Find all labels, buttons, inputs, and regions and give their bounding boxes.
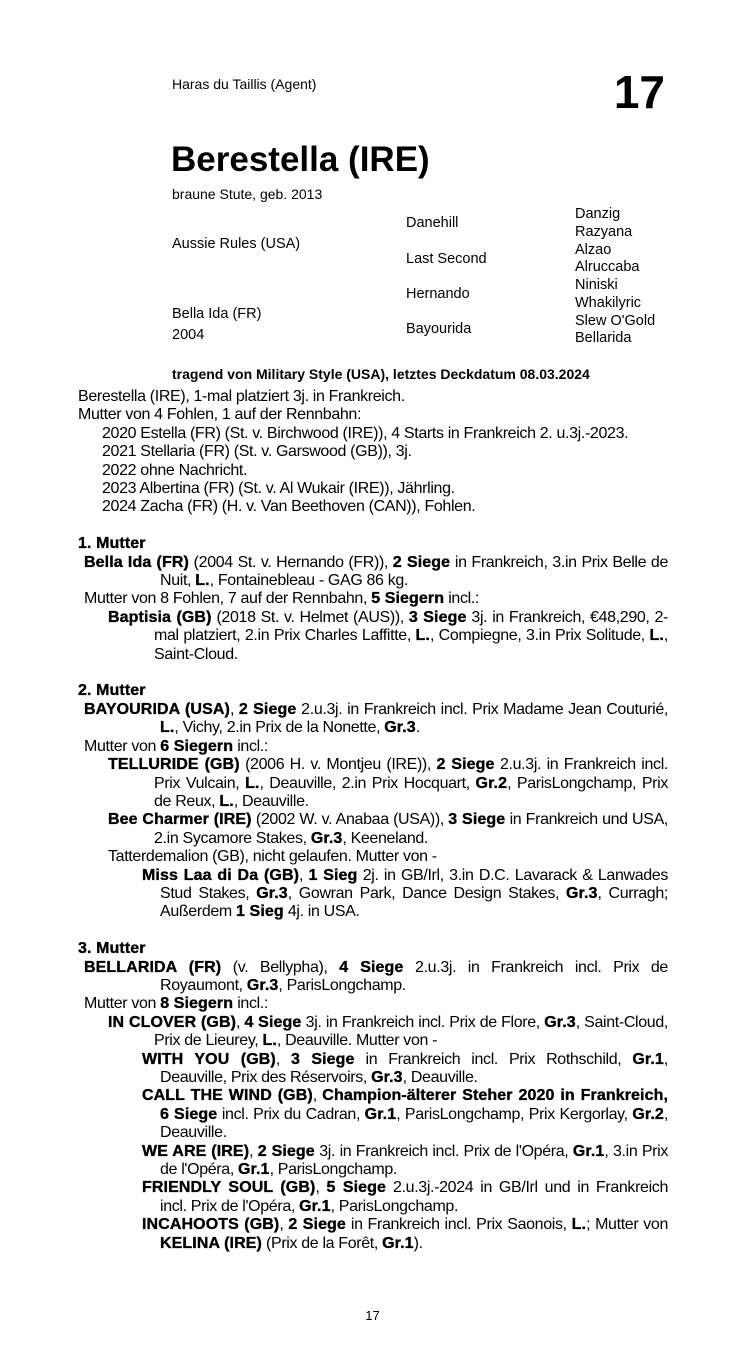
text: , Compiegne, 3.in Prix Solitude, [429,627,650,645]
text: 2. Mutter [78,682,146,700]
third-dam [78,959,668,996]
bold-text: 1 Sieg [308,866,358,884]
pedigree-gen3-3: Alzao [575,242,612,258]
bold-text: 2 Siege [257,1142,315,1160]
text: 2022 ohne Nachricht. [102,461,248,479]
bold-text: IN CLOVER (GB) [108,1013,237,1031]
text: , Deauville. [402,1068,478,1086]
third-dam-grandproduce-with-you [78,1051,668,1088]
pedigree-dam-year: 2004 [172,327,205,343]
bold-text: Baptisia (GB) [108,608,212,626]
bold-text: KELINA (IRE) [160,1234,262,1252]
lot-number: 17 [613,66,665,118]
text: (2002 W. v. Anabaa (USA)), [251,811,449,829]
text: Berestella (IRE), 1-mal platziert 3j. in Frankreich. [78,388,405,405]
bold-text: Gr.3 [544,1013,576,1031]
text: , Deauville. [233,792,309,810]
text: , ParisLongchamp, Prix Kergorlay, [396,1105,633,1123]
bold-text: L. [195,572,210,590]
pedigree-dam: Bella Ida (FR) [172,306,262,322]
bold-text: Bee Charmer (IRE) [108,811,252,829]
pedigree-gen3-1: Danzig [575,206,621,222]
agent-name: Haras du Taillis (Agent) [172,76,317,92]
text: (v. Bellypha), [221,958,340,976]
bold-text: 4 Siege [244,1013,302,1031]
text: in Frankreich, 3.in Prix Belle de Nuit, [160,553,669,590]
bold-text: L. [160,719,175,737]
produce-2023 [78,480,668,498]
bold-text: L. [415,627,430,645]
catalogue-body [78,388,668,1253]
bold-text: Gr.3 [565,884,598,902]
bold-text: Gr.1 [632,1050,664,1068]
second-dam-produce-bee-charmer [78,811,668,848]
bold-text: INCAHOOTS (GB) [142,1216,280,1234]
bold-text: 3 Siege [448,811,506,829]
bold-text: Champion-älterer Steher 2020 in Frankreich, 6 Siege [160,1087,668,1123]
third-dam-grandproduce-friendly-soul [78,1179,668,1216]
pedigree-gen3-4: Alruccaba [575,259,640,275]
text: , Curragh; Außerdem [160,884,668,921]
produce-2022 [78,462,668,480]
text: , ParisLongchamp, Prix de Reux, [154,774,668,810]
text: incl.: [233,737,269,755]
text: , Deauville, 2.in Prix Hocquart, [259,774,476,792]
bold-text: 4 Siege [339,958,404,976]
text: incl.: [444,590,480,608]
bold-text: L. [649,627,664,645]
text: Mutter von 8 Fohlen, 7 auf der Rennbahn, [84,590,372,608]
section-heading-3 [78,940,668,958]
bold-text: Gr.1 [299,1197,331,1215]
bold-text: 2 Siege [392,553,451,571]
third-dam-produce-intro [78,995,668,1013]
text: 3j. in Frankreich, €48,290, 2-mal platziert, 2.in Prix Charles Laffitte, [154,608,668,645]
bold-text: L. [262,1032,277,1050]
text: 2.u.3j. in Frankreich incl. Prix Vulcain, [154,756,668,792]
bold-text: 5 Siegern [371,590,445,608]
text: , ParisLongchamp. [269,1161,398,1179]
bold-text: Bella Ida (FR) [84,553,189,571]
text: 2.u.3j. in Frankreich incl. Prix de Royaumont, [160,958,668,994]
bold-text: L. [571,1216,587,1234]
text: 3j. in Frankreich incl. Prix de Flore, [301,1013,545,1031]
bold-text: Gr.2 [475,774,508,792]
text: in Frankreich und USA, 2.in Sycamore Stakes, [154,811,668,847]
text: , Deauville. [160,1105,668,1142]
horse-description: braune Stute, geb. 2013 [172,186,323,202]
text: , Vichy, 2.in Prix de la Nonette, [174,719,385,737]
bold-text: 8 Siegern [160,995,234,1013]
text: , [315,1179,327,1197]
text: 2j. in GB/Irl, 3.in D.C. Lavarack & Lanwades Stud Stakes, [160,866,668,902]
text: 2024 Zacha (FR) (H. v. Van Beethoven (CAN)), Fohlen. [102,498,476,516]
text: ). [413,1234,423,1252]
text: , [236,1013,245,1031]
produce-2020 [78,425,668,443]
third-dam-grandproduce-call-the-wind [78,1087,668,1142]
page-number: 17 [365,1308,380,1323]
bold-text: BELLARIDA (FR) [84,958,222,976]
first-dam [78,554,668,591]
bold-text: Gr.3 [310,829,343,847]
text: , [299,866,309,884]
text: (2018 St. v. Helmet (AUS)), [211,608,409,626]
text: (Prix de la Forêt, [261,1234,383,1252]
text: , [249,1142,258,1160]
text: . [415,719,420,737]
bold-text: CALL THE WIND (GB) [142,1087,313,1105]
text: 3. Mutter [78,940,146,958]
bold-text: L. [219,792,234,810]
text: in Frankreich incl. Prix Rothschild, [354,1050,633,1068]
bold-text: TELLURIDE (GB) [108,756,240,774]
pedigree-dam-sire: Hernando [406,286,470,302]
text: 2023 Albertina (FR) (St. v. Al Wukair (IRE)), Jährling. [102,480,455,498]
text: 2.u.3j. in Frankreich incl. Prix Madame Jean Couturié, [296,700,668,718]
pedigree-sire: Aussie Rules (USA) [172,236,301,252]
text: Mutter von 4 Fohlen, 1 auf der Rennbahn: [78,406,362,424]
text: incl. Prix du Cadran, [217,1105,365,1123]
text: , [312,1087,323,1105]
text: incl.: [233,995,269,1013]
text: , Fontainebleau - GAG 86 kg. [209,572,408,590]
pedigree-gen3-7: Slew O'Gold [575,313,656,329]
text: Tatterdemalion (GB), nicht gelaufen. Mutter von - [108,848,437,866]
bold-text: L. [245,774,260,792]
second-dam [78,701,668,738]
text: 2021 Stellaria (FR) (St. v. Garswood (GB)), 3j. [102,443,412,461]
text: , ParisLongchamp. [330,1197,459,1215]
covering-info: tragend von Military Style (USA), letztes Deckdatum 08.03.2024 [172,366,590,382]
produce-2021 [78,443,668,461]
second-dam-grandproduce-miss-laa-di-da [78,867,668,922]
text: , Gowran Park, Dance Design Stakes, [287,884,566,902]
text: , Saint-Cloud. [154,627,669,663]
text: , Saint-Cloud, Prix de Lieurey, [154,1013,668,1050]
pedigree-dam-dam: Bayourida [406,321,472,337]
text: in Frankreich incl. Prix Saonois, [345,1216,572,1234]
pedigree-gen3-2: Razyana [575,224,633,240]
text: , [279,1216,289,1234]
text: Mutter von [84,737,161,755]
bold-text: 2 Siege [288,1216,346,1234]
produce-2024 [78,498,668,516]
bold-text: BAYOURIDA (USA) [84,700,230,718]
text: , 3.in Prix de l'Opéra, [160,1142,668,1179]
bold-text: Gr.3 [246,976,279,994]
section-heading-1 [78,535,668,553]
text: 2020 Estella (FR) (St. v. Birchwood (IRE)), 4 Starts in Frankreich 2. u.3j.-2023. [102,424,629,442]
second-dam-produce-telluride [78,756,668,811]
text: , ParisLongchamp. [278,976,406,994]
bold-text: WITH YOU (GB) [142,1050,276,1068]
bold-text: Gr.2 [632,1105,664,1123]
bold-text: 2 Siege [436,756,495,774]
text: Mutter von [84,995,161,1013]
bold-text: Gr.1 [572,1142,605,1160]
bold-text: 6 Siegern [160,737,234,755]
bold-text: 2 Siege [238,700,297,718]
text: (2006 H. v. Montjeu (IRE)), [239,756,437,774]
text: 1. Mutter [78,535,146,553]
produce-intro [78,406,668,424]
third-dam-grandproduce-incahoots [78,1216,668,1253]
pedigree-gen3-5: Niniski [575,277,618,293]
text: 2.u.3j.-2024 in GB/Irl und in Frankreich incl. Prix de l'Opéra, [160,1179,669,1215]
bold-text: Gr.1 [382,1234,414,1252]
pedigree-gen3-6: Whakilyric [575,295,642,311]
text: (2004 St. v. Hernando (FR)), [188,553,393,571]
bold-text: 3 Siege [408,608,467,626]
pedigree-gen3-8: Bellarida [575,330,632,346]
text: , [229,700,239,718]
section-heading-2 [78,682,668,700]
horse-name: Berestella (IRE) [171,140,430,179]
text: , [275,1050,291,1068]
bold-text: WE ARE (IRE) [142,1142,250,1160]
text: , Keeneland. [342,829,429,847]
bold-text: 3 Siege [290,1050,355,1068]
first-dam-produce-intro [78,590,668,608]
second-dam-produce-intro [78,738,668,756]
bold-text: Miss Laa di Da (GB) [142,866,300,884]
bold-text: 1 Sieg [236,903,284,921]
bold-text: Gr.1 [364,1105,397,1123]
pedigree-sire-dam: Last Second [406,251,487,267]
bold-text: 5 Siege [326,1179,387,1197]
bold-text: FRIENDLY SOUL (GB) [142,1179,316,1197]
record-paragraph [78,388,668,406]
text: 3j. in Frankreich incl. Prix de l'Opéra, [314,1142,573,1160]
text: , Deauville. Mutter von - [276,1032,438,1050]
pedigree-sire-sire: Danehill [406,215,459,231]
third-dam-produce-in-clover [78,1014,668,1051]
first-dam-produce-baptisia [78,609,668,664]
third-dam-grandproduce-we-are [78,1143,668,1180]
bold-text: Gr.3 [256,884,288,902]
text: 4j. in USA. [283,903,360,921]
bold-text: Gr.3 [371,1068,403,1086]
text: , Deauville, Prix des Réservoirs, [160,1050,669,1086]
bold-text: Gr.1 [238,1161,270,1179]
second-dam-produce-tatterdemalion [78,848,668,866]
bold-text: Gr.3 [384,719,416,737]
text: ; Mutter von [586,1216,668,1234]
